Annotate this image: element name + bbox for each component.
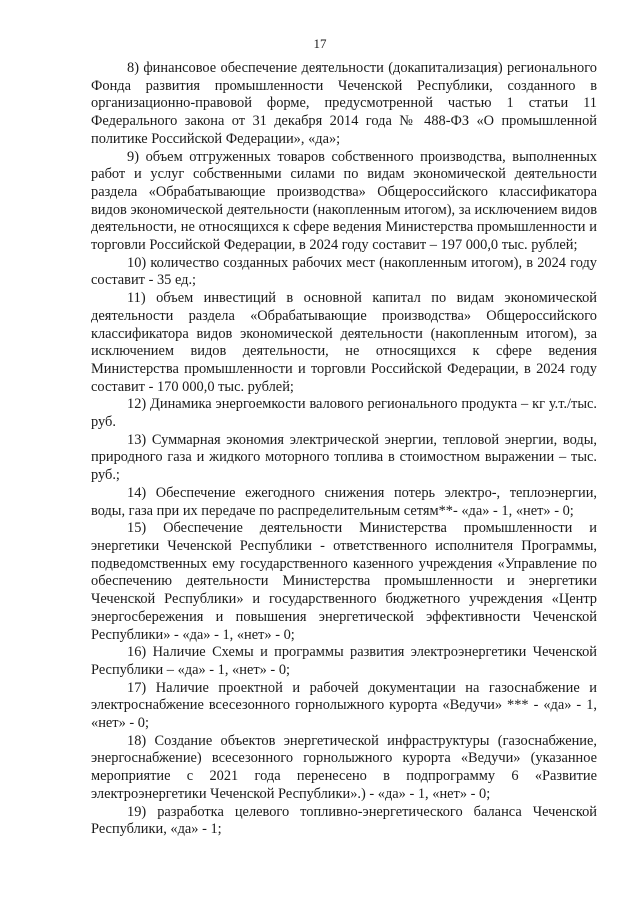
paragraph-item-18: 18) Создание объектов энергетической инфраструктуры (газоснабжение, энергоснабжение) всесезонного горнолыжного курорта «Ведучи» (указанное мероприятие с 2021 года перенесено в подпрограмму 6 «Развитие электроэнергетики Чеченской Республики».) - «да» - 1, «нет» - 0; xyxy=(91,732,597,802)
paragraph-item-13: 13) Суммарная экономия электрической энергии, тепловой энергии, воды, природного газа и жидкого моторного топлива в стоимостном выражении – тыс. руб.; xyxy=(91,431,597,484)
paragraph-item-8: 8) финансовое обеспечение деятельности (докапитализация) регионального Фонда развития промышленности Чеченской Республики, созданного в организационно-правовой форме, предусмотренной частью 1 статьи 11 Федерального закона от 31 декабря 2014 года № 488-ФЗ «О промышленной политике Российской Федерации», «да»; xyxy=(91,60,597,147)
paragraph-item-16: 16) Наличие Схемы и программы развития электроэнергетики Чеченской Республики – «да» - 1, «нет» - 0; xyxy=(91,644,597,678)
paragraph-item-9: 9) объем отгруженных товаров собственного производства, выполненных работ и услуг собственными силами по видам экономической деятельности раздела «Обрабатывающие производства» Общероссийского классификатора видов экономической деятельности (накопленным итогом), за исключением видов деятельности, не относящихся к сфере ведения Министерства промышленности и торговли Российской Федерации, в 2024 году составит – 197 000,0 тыс. рублей; xyxy=(91,148,597,254)
paragraph-item-14: 14) Обеспечение ежегодного снижения потерь электро-, теплоэнергии, воды, газа при их передаче по распределительным сетям**- «да» - 1, «нет» - 0; xyxy=(91,484,597,519)
paragraph-item-12: 12) Динамика энергоемкости валового регионального продукта – кг у.т./тыс. руб. xyxy=(91,396,597,431)
paragraph-item-19: 19) разработка целевого топливно-энергетического баланса Чеченской Республики, «да» - 1; xyxy=(91,803,597,838)
paragraph-item-11: 11) объем инвестиций в основной капитал по видам экономической деятельности раздела «Обрабатывающие производства» Общероссийского классификатора видов экономической деятельности (накопленным итогом), за исключением видов деятельности, не относящихся к сфере ведения Министерства промышленности и торговли Российской Федерации, в 2024 году составит - 170 000,0 тыс. рублей; xyxy=(91,290,597,395)
paragraph-item-17: 17) Наличие проектной и рабочей документации на газоснабжение и электроснабжение всесезонного горнолыжного курорта «Ведучи» *** - «да» - 1, «нет» - 0; xyxy=(91,679,597,732)
page-number: 17 xyxy=(313,36,327,51)
paragraph-item-15: 15) Обеспечение деятельности Министерства промышленности и энергетики Чеченской Республики - ответственного исполнителя Программы, подведомственных ему государственного казенного учреждения «Управление по обеспечению деятельности Министерства промышленности и энергетики Чеченской Республики» и государственного бюджетного учреждения «Центр энергосбережения и повышения энергетической эффективности Чеченской Республики» - «да» - 1, «нет» - 0; xyxy=(91,520,597,643)
document-body xyxy=(91,60,597,839)
paragraph-item-10: 10) количество созданных рабочих мест (накопленным итогом), в 2024 году составит - 35 ед.; xyxy=(91,254,597,289)
